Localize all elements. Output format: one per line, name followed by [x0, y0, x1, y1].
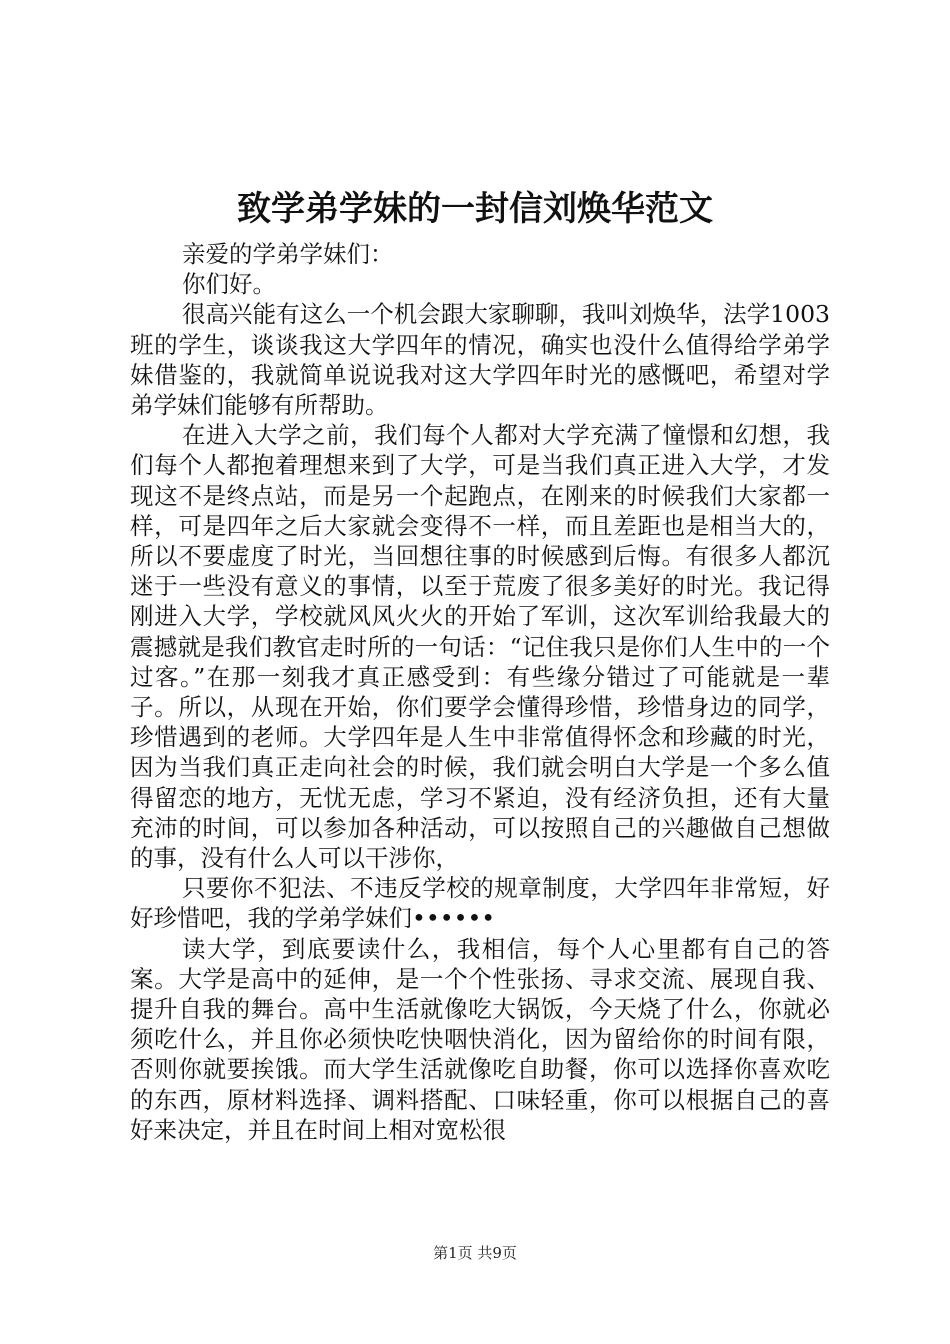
letter-body: [130, 239, 830, 1145]
paragraph-before-university: 在进入大学之前，我们每个人都对大学充满了憧憬和幻想，我们每个人都抱着理想来到了大学，可是当我们真正进入大学，才发现这不是终点站，而是另一个起跑点，在刚来的时候我们大家都一样，可是四年之后大家就会变得不一样，而且差距也是相当大的，所以不要虚度了时光，当回想往事的时候感到后悔。有很多人都沉迷于一些没有意义的事情，以至于荒废了很多美好的时光。我记得刚进入大学，学校就风风火火的开始了军训，这次军训给我最大的震撼就是我们教官走时所的一句话：“记住我只是你们人生中的一个过客。”在那一刻我才真正感受到：有些缘分错过了可能就是一辈子。所以，从现在开始，你们要学会懂得珍惜，珍惜身边的同学，珍惜遇到的老师。大学四年是人生中非常值得怀念和珍藏的时光，因为当我们真正走向社会的时候，我们就会明白大学是一个多么值得留恋的地方，无忧无虑，学习不紧迫，没有经济负担，还有大量充沛的时间，可以参加各种活动，可以按照自己的兴趣做自己想做的事，没有什么人可以干涉你，: [130, 421, 830, 873]
paragraph-what-to-study: 读大学，到底要读什么，我相信，每个人心里都有自己的答案。大学是高中的延伸，是一个个性张扬、寻求交流、展现自我、提升自我的舞台。高中生活就像吃大锅饭，今天烧了什么，你就必须吃什么，并且你必须快吃快咽快消化，因为留给你的时间有限，否则你就要挨饿。而大学生活就像吃自助餐，你可以选择你喜欢吃的东西，原材料选择、调料搭配、口味轻重，你可以根据自己的喜好来决定，并且在时间上相对宽松很: [130, 934, 830, 1144]
paragraph-introduction: 很高兴能有这么一个机会跟大家聊聊，我叫刘焕华，法学1003班的学生，谈谈我这大学四年的情况，确实也没什么值得给学弟学妹借鉴的，我就简单说说我对这大学四年时光的感慨吧，希望对学弟学妹们能够有所帮助。: [130, 300, 830, 420]
paragraph-salutation: 亲爱的学弟学妹们：: [182, 240, 394, 268]
page-number-footer: 第1页 共9页: [433, 1244, 517, 1262]
page-title: 致学弟学妹的一封信刘焕华范文: [237, 189, 713, 229]
paragraph-greeting: 你们好。: [182, 270, 276, 299]
paragraph-cherish: 只要你不犯法、不违反学校的规章制度，大学四年非常短，好好珍惜吧，我的学弟学妹们••••••: [130, 874, 830, 933]
